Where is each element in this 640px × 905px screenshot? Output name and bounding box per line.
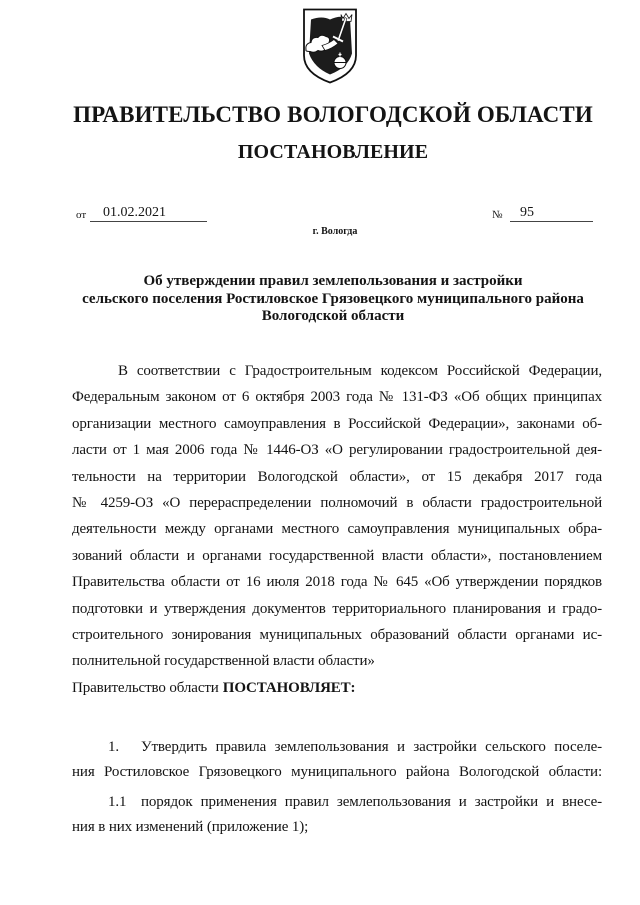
list-item <box>72 790 602 840</box>
item-line: порядок применения правил землепользования и застройки и внесе- <box>141 794 602 810</box>
item-line: ния Ростиловское Грязовецкого муниципального района Вологодской области: <box>72 764 602 780</box>
preamble-line: Правительства области от 16 июля 2018 года № 645 «Об утверждении порядков <box>72 574 602 591</box>
preamble-line: тельности на территории Вологодской области», от 15 декабря 2017 года <box>72 468 602 485</box>
resolution-items <box>72 735 602 845</box>
preamble-line: Федеральным законом от 6 октября 2003 года № 131-ФЗ «Об общих принципах <box>72 389 602 406</box>
preamble-line: подготовки и утверждения документов территориального планирования и градо- <box>72 600 602 617</box>
preamble <box>72 358 602 701</box>
preamble-line: В соответствии с Градостроительным кодексом Российской Федерации, <box>118 363 602 379</box>
item-line: Утвердить правила землепользования и застройки сельского поселе- <box>141 739 602 755</box>
document-title-line: Об утверждении правил землепользования и застройки <box>143 273 523 289</box>
document-city: г. Вологда <box>312 226 358 237</box>
document-title-line: Вологодской области <box>261 308 405 324</box>
preamble-line: ласти от 1 мая 2006 года № 1446-ОЗ «О регулировании градостроительной дея- <box>72 442 602 459</box>
date-prefix: от <box>76 209 87 221</box>
document-date: 01.02.2021 <box>90 205 207 222</box>
number-prefix: № <box>492 209 503 221</box>
item-number: 1.1 <box>108 794 127 810</box>
document-number: 95 <box>510 205 593 222</box>
preamble-line: организации местного самоуправления в Российской Федерации», законами об- <box>72 415 602 432</box>
item-number: 1. <box>108 739 120 755</box>
preamble-line: полнительной государственной власти области» <box>72 653 375 670</box>
organization-name: ПРАВИТЕЛЬСТВО ВОЛОГОДСКОЙ ОБЛАСТИ <box>73 102 593 127</box>
resolve-verb: ПОСТАНОВЛЯЕТ: <box>222 679 356 696</box>
item-line: ния в них изменений (приложение 1); <box>72 819 309 835</box>
coat-of-arms-icon <box>300 5 360 86</box>
item-heading-row <box>72 790 602 815</box>
preamble-line: зований области и органами государственной власти области», постановлением <box>72 547 602 564</box>
preamble-line: строительного зонирования муниципальных образований области органами ис- <box>72 627 602 644</box>
document-title-line: сельского поселения Ростиловское Грязовецкого муниципального района <box>82 290 584 307</box>
document-title <box>68 273 598 326</box>
document-type: ПОСТАНОВЛЕНИЕ <box>237 141 429 163</box>
list-item <box>72 735 602 785</box>
resolve-prefix: Правительство области <box>72 679 219 696</box>
resolve-line <box>72 675 602 701</box>
preamble-line: № 4259-ОЗ «О перераспределении полномочий в области градостроительной <box>72 495 602 512</box>
preamble-line: деятельности между органами местного самоуправления муниципальных обра- <box>72 521 602 538</box>
item-heading-row <box>72 735 602 760</box>
